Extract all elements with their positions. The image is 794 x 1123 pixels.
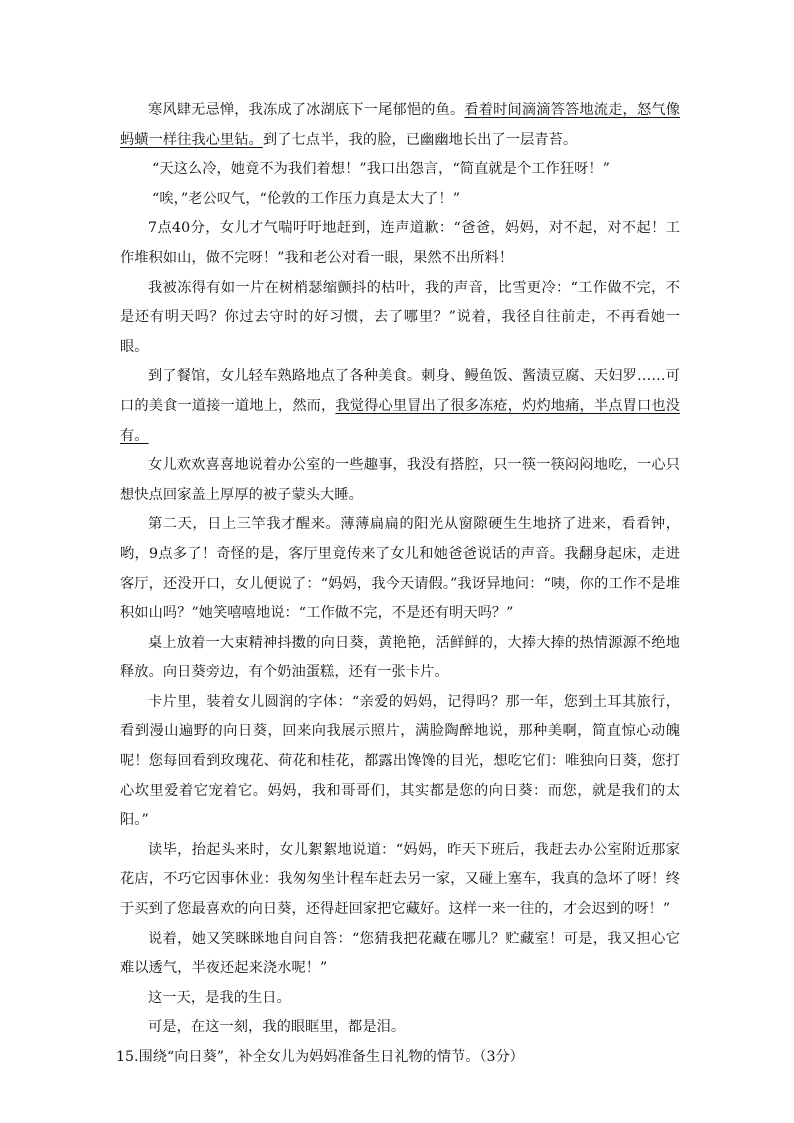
paragraph-3: “唉，”老公叹气，“伦敦的工作压力真是太大了！” [152,190,461,207]
paragraph-2: “天这么冷，她竟不为我们着想！”我口出怨言，“简直就是个工作狂呀！” [152,161,611,178]
question-15: 15.围绕“向日葵”，补全女儿为妈妈准备生日礼物的情节。（3分） [116,1049,524,1065]
paragraph-12: 说着，她又笑眯眯地自问自答：“您猜我把花藏在哪儿？贮藏室！可是，我又担心它难以透气，半夜还起来浇水呢！” [120,930,680,977]
paragraph-10: 卡片里，装着女儿圆润的字体：“亲爱的妈妈，记得吗？那一年，您到土耳其旅行，看到漫山遍野的向日葵，回来向我展示照片，满脸陶醉地说，那种美啊，简直惊心动魄呢！您每回看到玫瑰花、荷花和桂花，都露出馋馋的目光，想吃它们：唯独向日葵，您打心坎里爱着它宠着它。妈妈，我和哥哥们，其实都是您的向日葵：而您，就是我们的太阳。” [120,693,680,829]
paragraph-1-tail: 到了七点半，我的脸，已幽幽地长出了一层青苔。 [262,131,578,148]
paragraph-8: 第二天，日上三竿我才醒来。薄薄扁扁的阳光从窗隙硬生生地挤了进来，看看钟，哟，9点多了！奇怪的是，客厅里竟传来了女儿和她爸爸说话的声音。我翻身起床，走进客厅，还没开口，女儿便说了：“妈妈，我今天请假。”我讶异地问：“咦，你的工作不是堆积如山吗？”她笑嘻嘻地说：“工作做不完，不是还有明天吗？” [120,516,680,622]
paragraph-9: 桌上放着一大束精神抖擞的向日葵，黄艳艳，活鲜鲜的，大捧大捧的热情源源不绝地释放。向日葵旁边，有个奶油蛋糕，还有一张卡片。 [120,634,680,681]
underlined-sentence-1: 看着时间滴滴答答地流走，怒气像蚂蟥一样往我心里钻。 [120,102,680,148]
paragraph-14: 可是，在这一刻，我的眼眶里，都是泪。 [148,1019,406,1036]
article-body [116,96,680,1073]
paragraph-6 [120,362,680,451]
paragraph-1 [120,96,680,155]
paragraph-4: 7点40分，女儿才气喘吁吁地赶到，连声道歉：“爸爸，妈妈，对不起，对不起！工作堆积如山，做不完呀！”我和老公对看一眼，果然不出所料！ [120,220,680,266]
paragraph-5: 我被冻得有如一片在树梢瑟缩颤抖的枯叶，我的声音，比雪更冷：“工作做不完，不是还有明天吗？你过去守时的好习惯，去了哪里？”说着，我径自往前走，不再看她一眼。 [120,279,680,355]
underlined-sentence-2: 我觉得心里冒出了很多冻疮，灼灼地痛，半点胃口也没有。 [120,397,680,444]
paragraph-13: 这一天，是我的生日。 [148,989,291,1006]
paragraph-6-text: 到了餐馆，女儿轻车熟路地点了各种美食。刺身、鳗鱼饭、酱渍豆腐、天妇罗……可口的美食一道接一道地上，然而， [120,368,680,414]
paragraph-11: 读毕，抬起头来时，女儿絮絮地说道：“妈妈，昨天下班后，我赶去办公室附近那家花店，不巧它因事休业：我匆匆坐计程车赶去另一家，又碰上塞车，我真的急坏了呀！终于买到了您最喜欢的向日葵，还得赶回家把它藏好。这样一来一往的，才会迟到的呀！” [120,841,680,918]
paragraph-7: 女儿欢欢喜喜地说着办公室的一些趣事，我没有搭腔，只一筷一筷闷闷地吃，一心只想快点回家盖上厚厚的被子蒙头大睡。 [120,457,680,503]
paragraph-1-text: 寒风肆无忌惮，我冻成了冰湖底下一尾郁悒的鱼。 [148,102,465,118]
